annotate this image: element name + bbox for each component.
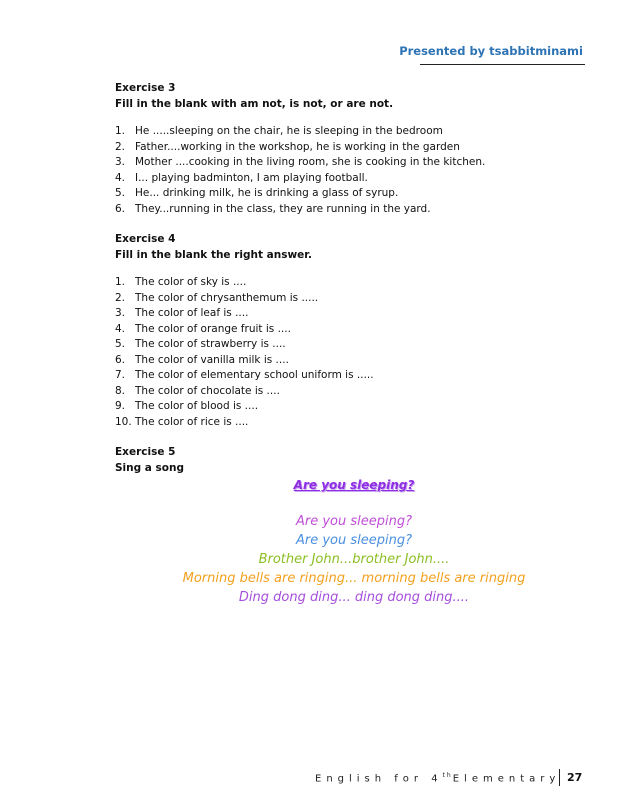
list-item: 2. The color of chrysanthemum is ..... [115, 291, 319, 304]
exercise4-list [115, 275, 595, 430]
exercise4-instruction: Fill in the blank the right answer. [115, 249, 312, 261]
list-item: 5. He... drinking milk, he is drinking a glass of syrup. [115, 187, 399, 199]
list-item: 10. The color of rice is .... [115, 415, 249, 428]
song-lyrics [115, 512, 593, 607]
song-line: Brother John...brother John.... [258, 552, 450, 567]
song-line: Are you sleeping? [295, 533, 413, 548]
exercise5-title: Exercise 5 [115, 446, 176, 458]
song-line: Are you sleeping? [295, 514, 413, 529]
exercise3-list [115, 124, 595, 217]
footer-divider [559, 769, 560, 786]
main-content [115, 80, 595, 476]
list-item: 1. He .....sleeping on the chair, he is sleeping in the bedroom [115, 125, 443, 137]
list-item: 7. The color of elementary school uniform is ..... [115, 369, 374, 381]
list-item: 3. The color of leaf is .... [115, 307, 249, 319]
list-item: 8. The color of chocolate is .... [115, 384, 280, 397]
exercise4-title: Exercise 4 [115, 233, 176, 245]
footer-course-title: English for 4thElementary [315, 772, 561, 785]
list-item: 2. Father....working in the workshop, he is working in the garden [115, 140, 460, 153]
song-title: Are you sleeping? [293, 478, 415, 492]
list-item: 6. They...running in the class, they are running in the yard. [115, 202, 431, 215]
exercise3-title: Exercise 3 [115, 82, 176, 94]
list-item: 4. The color of orange fruit is .... [115, 322, 291, 335]
list-item: 4. I... playing badminton, I am playing football. [115, 171, 368, 184]
list-item: 1. The color of sky is .... [115, 276, 247, 288]
page-number: 27 [567, 771, 583, 784]
song-line: Morning bells are ringing... morning bells are ringing [182, 571, 526, 586]
list-item: 3. Mother ....cooking in the living room, she is cooking in the kitchen. [115, 156, 486, 168]
exercise5-instruction: Sing a song [115, 462, 185, 474]
list-item: 6. The color of vanilla milk is .... [115, 353, 289, 366]
list-item: 9. The color of blood is .... [115, 400, 259, 412]
header-divider [420, 64, 585, 65]
exercise3-instruction: Fill in the blank with am not, is not, or are not. [115, 98, 394, 110]
presenter-credit: Presented by tsabbitminami [399, 44, 583, 58]
list-item: 5. The color of strawberry is .... [115, 338, 286, 350]
song-line: Ding dong ding... ding dong ding.... [238, 590, 470, 605]
